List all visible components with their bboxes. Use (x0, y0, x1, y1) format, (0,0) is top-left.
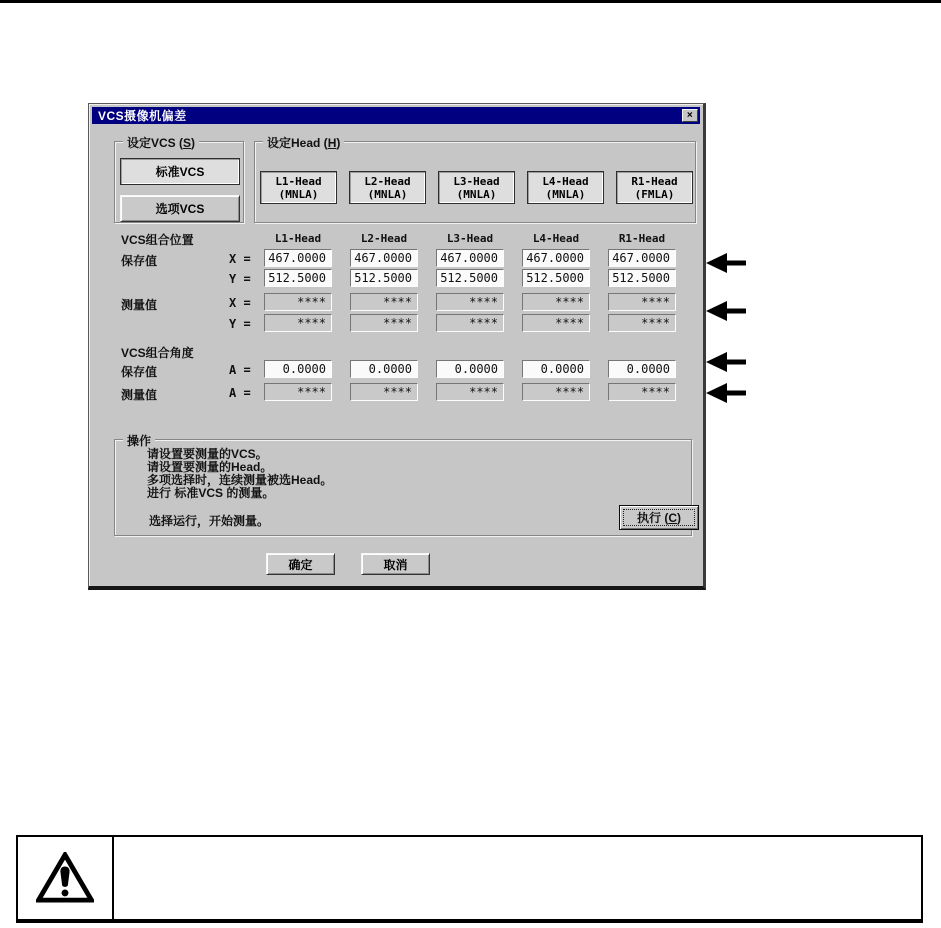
position-saved-label: 保存值 (121, 254, 158, 268)
field-saved-x-l2: 467.0000 (350, 249, 418, 267)
annotation-arrow-saved-angle (706, 352, 748, 372)
field-saved-x-l3: 467.0000 (436, 249, 504, 267)
operation-group-label: 操作 (123, 432, 155, 449)
column-header-l4: L4-Head (532, 232, 580, 245)
head-button-l1[interactable]: L1-Head (MNLA) (260, 171, 337, 204)
field-saved-y-r1: 512.5000 (608, 269, 676, 287)
page-top-rule (0, 0, 941, 3)
execute-button[interactable]: 执行 ( C ) (619, 505, 699, 530)
field-measured-x-l2: **** (350, 293, 418, 311)
field-measured-x-l4: **** (522, 293, 590, 311)
field-saved-a-l3: 0.0000 (436, 360, 504, 378)
operation-instructions (147, 448, 332, 500)
angle-measured-label: 测量值 (121, 388, 158, 402)
standard-vcs-button[interactable]: 标准VCS (120, 158, 240, 185)
operation-group (114, 434, 692, 536)
head-button-l3[interactable]: L3-Head (MNLA) (438, 171, 515, 204)
field-saved-a-l1: 0.0000 (264, 360, 332, 378)
field-measured-a-l3: **** (436, 383, 504, 401)
field-measured-a-l4: **** (522, 383, 590, 401)
angle-section-title: VCS组合角度 (121, 346, 194, 360)
annotation-arrow-saved-position (706, 253, 748, 273)
field-measured-y-l3: **** (436, 314, 504, 332)
axis-label-y-saved: Y = (229, 272, 251, 286)
run-instruction-line: 选择运行，开始测量。 (149, 514, 270, 528)
field-measured-a-l2: **** (350, 383, 418, 401)
position-measured-label: 测量值 (121, 298, 158, 312)
dialog-title: VCS摄像机偏差 (98, 109, 187, 123)
field-saved-x-l1: 467.0000 (264, 249, 332, 267)
warning-triangle-icon (36, 852, 94, 904)
field-measured-y-l1: **** (264, 314, 332, 332)
instruction-line: 请设置要测量的Head。 (147, 460, 273, 474)
axis-label-a-measured: A = (229, 386, 251, 400)
instruction-line: 多项选择时，连续测量被选Head。 (147, 473, 333, 487)
warning-note-table (16, 835, 923, 923)
axis-label-x-saved: X = (229, 252, 251, 266)
field-measured-a-l1: **** (264, 383, 332, 401)
field-measured-x-l3: **** (436, 293, 504, 311)
field-measured-y-r1: **** (608, 314, 676, 332)
angle-saved-label: 保存值 (121, 365, 158, 379)
field-measured-a-r1: **** (608, 383, 676, 401)
cancel-button[interactable]: 取消 (361, 553, 430, 575)
field-measured-y-l2: **** (350, 314, 418, 332)
ok-button[interactable]: 确定 (266, 553, 335, 575)
field-measured-y-l4: **** (522, 314, 590, 332)
dialog-title-bar[interactable] (92, 107, 700, 124)
field-saved-a-r1: 0.0000 (608, 360, 676, 378)
vcs-camera-offset-dialog (88, 103, 706, 590)
field-saved-y-l4: 512.5000 (522, 269, 590, 287)
field-saved-y-l3: 512.5000 (436, 269, 504, 287)
field-measured-x-l1: **** (264, 293, 332, 311)
close-icon[interactable]: × (682, 109, 698, 122)
set-vcs-group (114, 136, 244, 223)
head-button-l2[interactable]: L2-Head (MNLA) (349, 171, 426, 204)
warning-text-cell (116, 837, 921, 919)
set-head-group (254, 136, 696, 223)
field-saved-a-l4: 0.0000 (522, 360, 590, 378)
field-saved-x-l4: 467.0000 (522, 249, 590, 267)
instruction-line: 请设置要测量的VCS。 (147, 447, 268, 461)
axis-label-a-saved: A = (229, 363, 251, 377)
field-saved-x-r1: 467.0000 (608, 249, 676, 267)
warning-icon-cell (18, 837, 114, 919)
column-header-r1: R1-Head (618, 232, 666, 245)
set-head-group-label: 设定Head (H) (263, 134, 344, 151)
field-saved-y-l1: 512.5000 (264, 269, 332, 287)
annotation-arrow-measured-angle (706, 383, 748, 403)
axis-label-y-measured: Y = (229, 317, 251, 331)
column-header-l3: L3-Head (446, 232, 494, 245)
axis-label-x-measured: X = (229, 296, 251, 310)
field-saved-y-l2: 512.5000 (350, 269, 418, 287)
set-vcs-group-label: 设定VCS (S) (123, 134, 199, 151)
position-section-title: VCS组合位置 (121, 233, 194, 247)
instruction-line: 进行 标准VCS 的测量。 (147, 486, 275, 500)
head-button-l4[interactable]: L4-Head (MNLA) (527, 171, 604, 204)
column-header-l2: L2-Head (360, 232, 408, 245)
head-button-r1[interactable]: R1-Head (FMLA) (616, 171, 693, 204)
option-vcs-button[interactable]: 选项VCS (120, 195, 240, 222)
field-measured-x-r1: **** (608, 293, 676, 311)
annotation-arrow-measured-position (706, 301, 748, 321)
column-header-l1: L1-Head (274, 232, 322, 245)
field-saved-a-l2: 0.0000 (350, 360, 418, 378)
